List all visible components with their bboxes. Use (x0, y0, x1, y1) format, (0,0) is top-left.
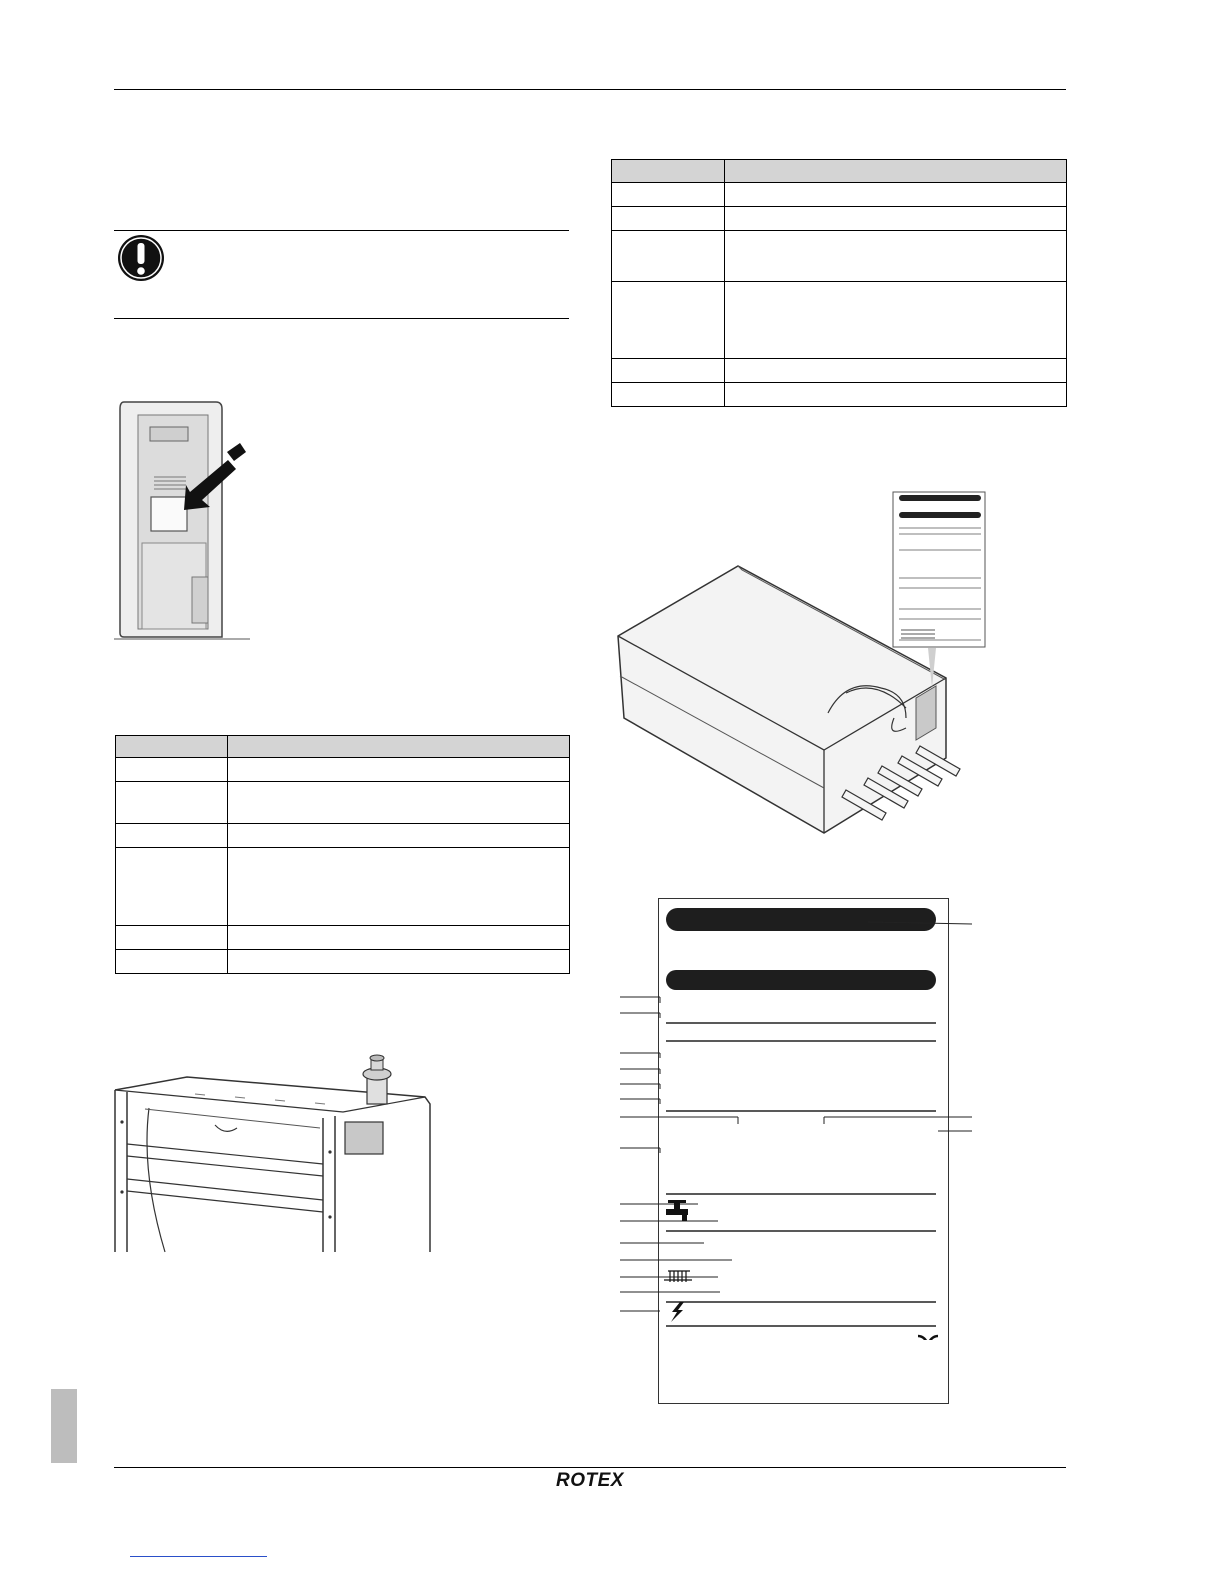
left-spec-table (115, 735, 570, 974)
nameplate-callouts (620, 900, 980, 1340)
footer-rule (114, 1467, 1066, 1468)
header-rule (114, 89, 1066, 90)
link-underline[interactable] (130, 1556, 267, 1557)
note-bottom-rule (114, 318, 569, 319)
note-top-rule (114, 230, 569, 231)
outdoor-unit-illustration (110, 397, 260, 645)
brand-logo: ROTEX (556, 1470, 624, 1491)
right-spec-table (611, 159, 1067, 407)
chapter-side-tab (51, 1389, 77, 1463)
exclamation-icon (116, 233, 166, 283)
boiler-illustration (606, 488, 992, 840)
storage-tank-illustration (105, 1052, 440, 1257)
